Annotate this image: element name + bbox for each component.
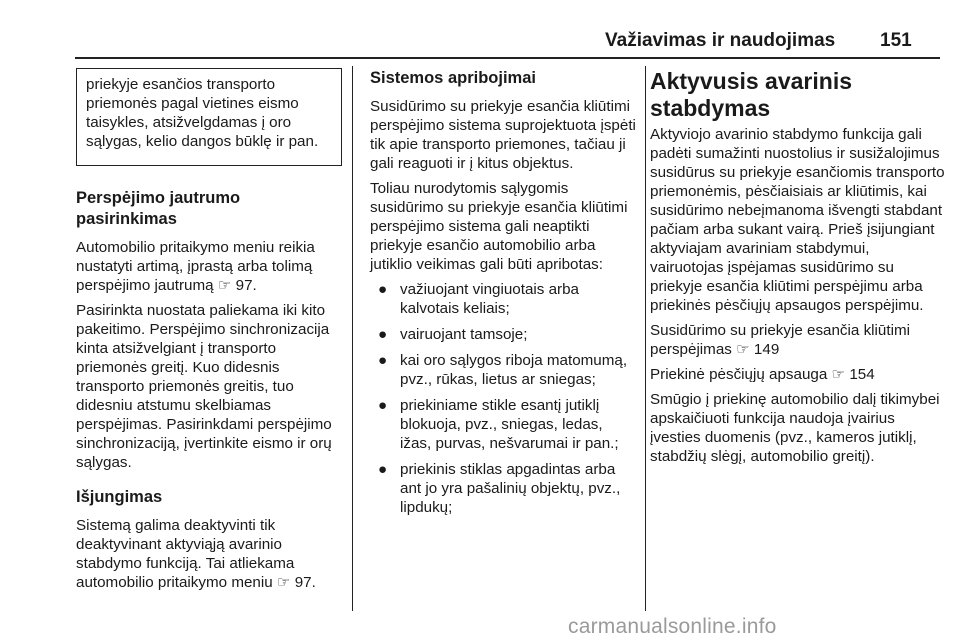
column-2 — [370, 68, 638, 524]
bullet-icon: ● — [378, 461, 388, 478]
list-item: ● kai oro sąlygos riboja matomumą, pvz., rūkas, lietus ar sniegas; — [378, 352, 628, 388]
paragraph: Aktyviojo avarinio stabdymo funkcija gali padėti sumažinti nuostolius ir susižalojimus susidūrus su priekyje esančiomis transporto priemonėmis, pėsčiaisiais ar kliūtimis, kai susidūrimo nebeįmanoma išvengti stabdant pačiam arba sukant vairą. Prieš įsijungiant aktyviajam avariniam stabdymui, vairuotojas įspėjamas susidūrimo su priekyje esančia kliūtimi perspėjimu arba priekinės pėsčiųjų apsaugos perspėjimu. — [650, 126, 945, 314]
list-item: ● vairuojant tamsoje; — [378, 326, 528, 343]
cross-reference-link[interactable]: Priekinė pėsčiųjų apsauga ☞ 154 — [650, 366, 875, 383]
header-divider — [75, 57, 940, 59]
paragraph: Pasirinkta nuostata paliekama iki kito pakeitimo. Perspėjimo sinchronizacija kinta atsižvelgiant į transporto priemonės greitį. Kuo didesnis transporto priemonės greitis, tuo didesniu atstumu skelbiamas perspėjimas. Pasirinkdami perspėjimo sinchronizaciją, įvertinkite eismo ir orų sąlygas. — [76, 302, 332, 471]
limitations-list — [370, 280, 638, 517]
paragraph: Sistemą galima deaktyvinti tik deaktyvinant aktyviąją avarinio stabdymo funkciją. Tai atliekama automobilio pritaikymo meniu ☞ 97. — [76, 517, 316, 591]
column-divider-2 — [645, 66, 646, 611]
paragraph: Toliau nurodytomis sąlygomis susidūrimo su priekyje esančia kliūtimi perspėjimo sistema gali neaptikti priekyje esančio automobilio arba jutiklio veikimas gali būti apribotas: — [370, 180, 628, 273]
bullet-icon: ● — [378, 397, 388, 414]
list-item: ● važiuojant vingiuotais arba kalvotais keliais; — [378, 281, 579, 317]
column-3 — [650, 68, 946, 472]
bullet-icon: ● — [378, 352, 388, 369]
paragraph: Smūgio į priekinę automobilio dalį tikimybei apskaičiuoti funkcija naudoja įvairius įvesties duomenis (pvz., kameros jutiklį, stabdžių slėgį, automobilio greitį). — [650, 391, 940, 465]
section-heading-sensitivity: Perspėjimo jautrumo pasirinkimas — [76, 189, 241, 228]
column-1 — [76, 68, 344, 598]
list-item: ● priekinis stiklas apgadintas arba ant jo yra pašalinių objektų, pvz., lipdukų; — [378, 461, 621, 516]
bullet-icon: ● — [378, 326, 388, 343]
page-number: 151 — [880, 30, 912, 51]
list-item: ● priekiniame stikle esantį jutiklį blokuoja, pvz., sniegas, ledas, ižas, purvas, nešvarumai ir pan.; — [378, 397, 619, 452]
continued-box — [76, 68, 342, 166]
watermark: carmanualsonline.info — [568, 615, 777, 638]
column-divider-1 — [352, 66, 353, 611]
section-heading-active-braking: Aktyvusis avarinis stabdymas — [650, 68, 853, 121]
bullet-icon: ● — [378, 281, 388, 298]
cross-reference-link[interactable]: Susidūrimo su priekyje esančia kliūtimi perspėjimas ☞ 149 — [650, 322, 910, 358]
chapter-title: Važiavimas ir naudojimas — [605, 30, 836, 51]
box-text: priekyje esančios transporto priemonės pagal vietines eismo taisykles, atsižvelgdamas į oro sąlygas, kelio dangos būklę ir pan. — [86, 76, 319, 150]
paragraph: Automobilio pritaikymo meniu reikia nustatyti artimą, įprastą arba tolimą perspėjimo jautrumą ☞ 97. — [76, 239, 315, 294]
section-heading-limitations: Sistemos apribojimai — [370, 69, 536, 87]
section-heading-disable: Išjungimas — [76, 488, 163, 506]
paragraph: Susidūrimo su priekyje esančia kliūtimi perspėjimo sistema suprojektuota įspėti tik apie transporto priemones, tačiau ji gali reaguoti ir į kitus objektus. — [370, 98, 636, 172]
